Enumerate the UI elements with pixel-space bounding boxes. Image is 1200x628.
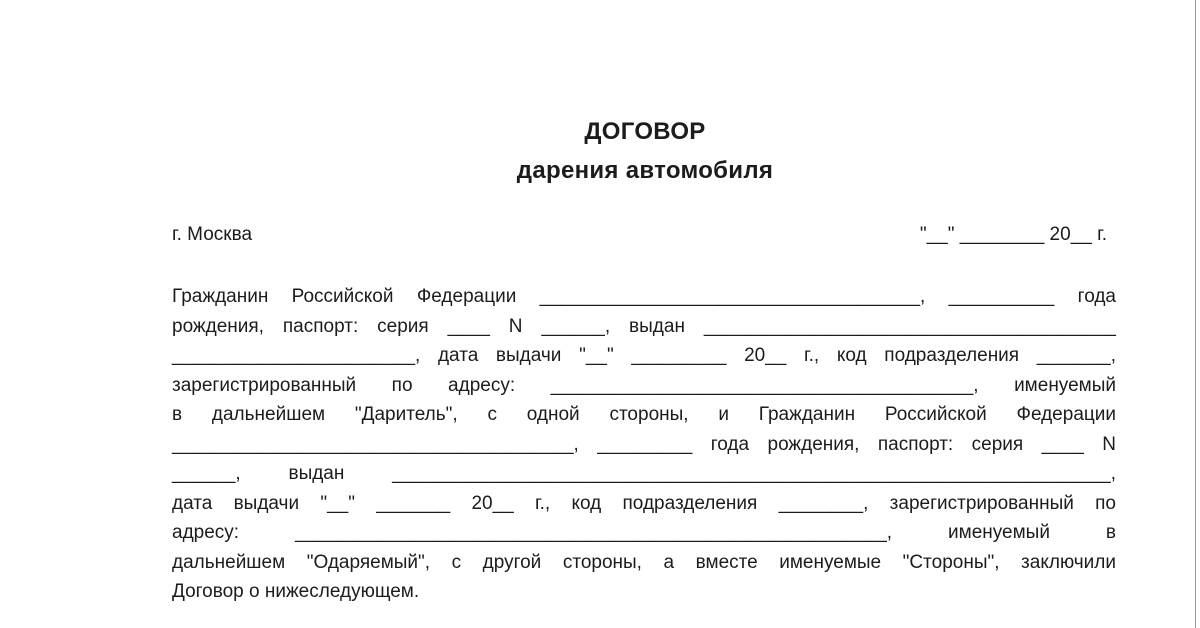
page-right-border <box>1195 0 1196 628</box>
document-subtitle: дарения автомобиля <box>516 157 774 184</box>
preamble-line: дальнейшем "Одаряемый", с другой стороны, а вместе именуемые "Стороны", заключили <box>172 551 1116 573</box>
date-placeholder: "__" ________ 20__ г. <box>919 224 1107 245</box>
preamble-line: зарегистрированный по адресу: ________________________________________, именуемый <box>172 374 1116 396</box>
preamble-line: рождения, паспорт: серия ____ N ______, выдан _______________________________________ <box>172 315 1116 337</box>
preamble-line: ______, выдан ____________________________________________________________________, <box>172 463 1116 484</box>
document-title: ДОГОВОР <box>584 118 706 145</box>
preamble-line: ______________________________________, _________ года рождения, паспорт: серия ____ N <box>172 433 1116 455</box>
preamble-line: Договор о нижеследующем. <box>172 581 420 602</box>
city-label: г. Москва <box>172 224 253 245</box>
preamble-line: в дальнейшем "Даритель", с одной стороны, и Гражданин Российской Федерации <box>172 404 1116 425</box>
contract-preamble <box>172 282 1116 607</box>
preamble-line: Гражданин Российской Федерации ____________________________________, __________ года <box>172 286 1116 307</box>
preamble-line: адресу: ________________________________________________________, именуемый в <box>172 522 1116 543</box>
preamble-line: дата выдачи "__" _______ 20__ г., код подразделения ________, зарегистрированный по <box>172 492 1116 514</box>
preamble-line: _______________________, дата выдачи "__" _________ 20__ г., код подразделения _______, <box>172 345 1116 366</box>
